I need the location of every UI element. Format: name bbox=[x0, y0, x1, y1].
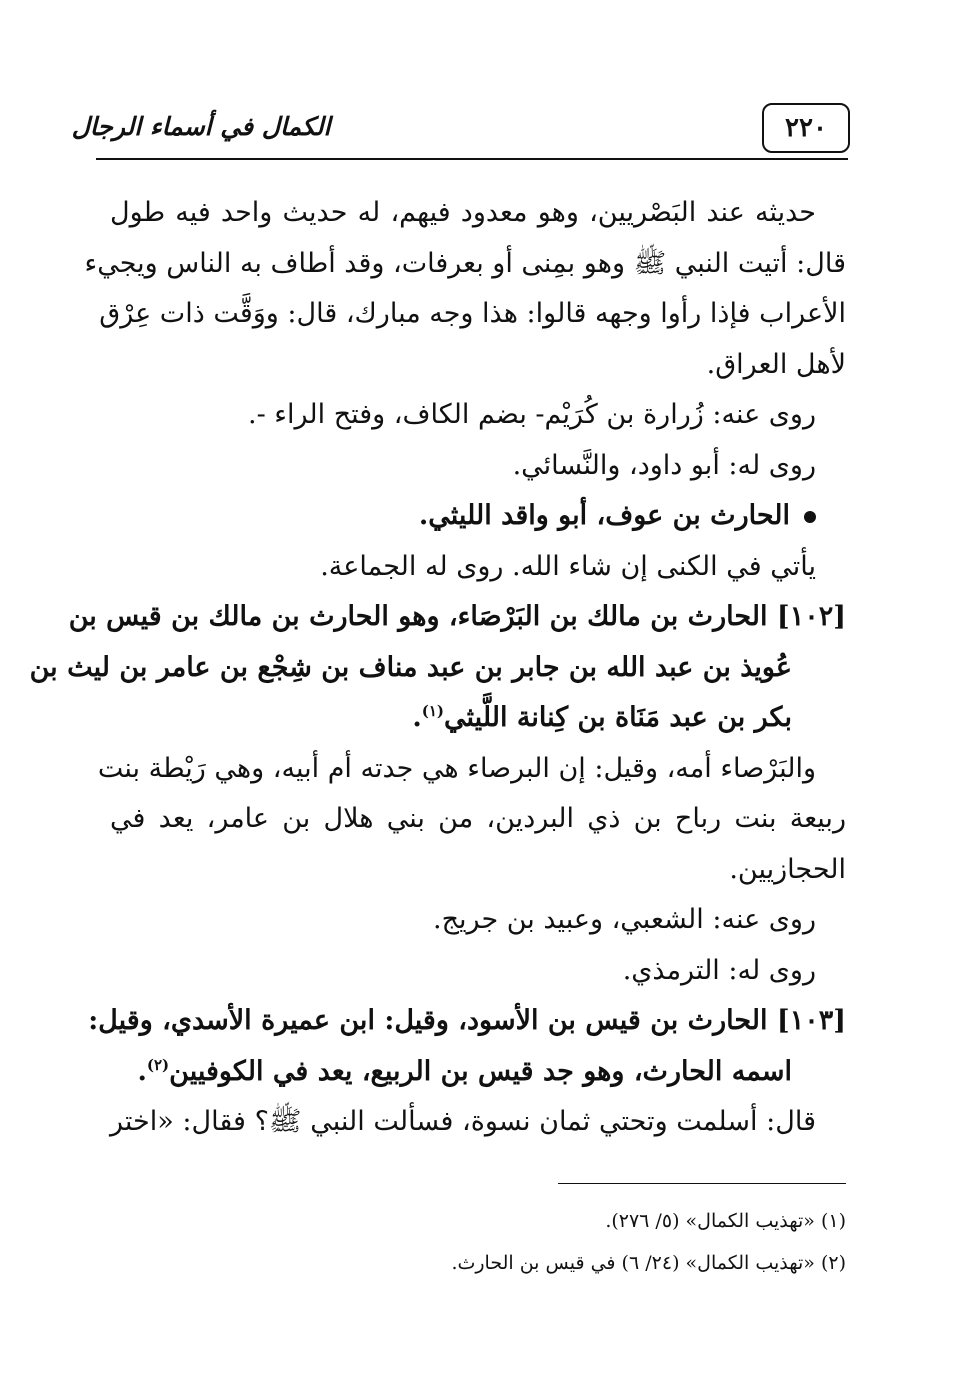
footnote-reference[interactable]: (٢) bbox=[146, 1055, 170, 1074]
page-number: ٢٢٠ bbox=[762, 103, 850, 153]
text-line bbox=[29, 643, 846, 694]
text-line bbox=[110, 794, 846, 845]
line-text: قال: أسلمت وتحتي ثمان نسوة، فسألت النبي ﷺ؟ فقال: «اختر bbox=[110, 1106, 816, 1137]
line-text: اسمه الحارث، وهو جد قيس بن الربيع، يعد في الكوفيين bbox=[169, 1055, 792, 1087]
text-line bbox=[88, 996, 846, 1047]
line-text: [١٠٣] الحارث بن قيس بن الأسود، وقيل: ابن عميرة الأسدي، وقيل: bbox=[88, 1005, 846, 1036]
footnotes bbox=[110, 1200, 846, 1284]
main-text bbox=[29, 188, 846, 1148]
line-text: والبَرْصاء أمه، وقيل: إن البرصاء هي جدته أم أبيه، وهي رَيْطة بنت bbox=[97, 752, 816, 784]
text-line bbox=[110, 491, 846, 542]
text-line bbox=[68, 592, 846, 643]
text-line bbox=[84, 239, 846, 290]
footnote: (١) «تهذيب الكمال» (٥/ ٢٧٦). bbox=[605, 1210, 846, 1232]
line-text: بكر بن عبد مَنَاة بن كِنانة اللَّيثي bbox=[444, 702, 792, 733]
line-text: قال: أتيت النبي ﷺ وهو بمِنى أو بعرفات، وقد أطاف به الناس ويجيء bbox=[84, 247, 846, 279]
line-text: روى عنه: زُرارة بن كُرَيْم- بضم الكاف، وفتح الراء -. bbox=[248, 399, 816, 430]
text-line bbox=[110, 1047, 846, 1098]
line-tail: . bbox=[412, 702, 422, 733]
text-line bbox=[110, 895, 846, 946]
text-line bbox=[110, 845, 846, 896]
bullet-icon bbox=[804, 511, 816, 523]
footnote-reference[interactable]: (١) bbox=[421, 702, 445, 720]
line-text: الأعراب فإذا رأوا وجهه قالوا: هذا وجه مبارك، قال: ووَقَّت ذات عِرْق bbox=[99, 298, 846, 329]
text-line bbox=[97, 744, 846, 795]
text-line bbox=[110, 1097, 846, 1148]
text-line bbox=[110, 390, 846, 441]
line-text: لأهل العراق. bbox=[706, 348, 846, 380]
line-text: [١٠٢] الحارث بن مالك بن البَرْصَاء، وهو الحارث بن مالك بن قيس بن bbox=[68, 601, 846, 632]
text-line bbox=[110, 946, 846, 997]
line-tail: . bbox=[137, 1055, 147, 1087]
text-line bbox=[110, 441, 846, 492]
header-rule bbox=[96, 158, 848, 160]
line-text: روى له: الترمذي. bbox=[622, 954, 816, 986]
running-title: الكمال في أسماء الرجال bbox=[71, 111, 331, 141]
text-line bbox=[110, 542, 846, 593]
line-text: الحجازيين. bbox=[729, 853, 846, 885]
text-line bbox=[110, 340, 846, 391]
line-text: يأتي في الكنى إن شاء الله. روى له الجماعة. bbox=[320, 550, 816, 582]
line-text: حديثه عند البَصْريين، وهو معدود فيهم، له حديث واحد فيه طول bbox=[110, 197, 816, 228]
line-text: الحارث بن عوف، أبو واقد الليثي. bbox=[418, 500, 790, 531]
text-line bbox=[110, 188, 846, 239]
line-text: روى عنه: الشعبي، وعبيد بن جريج. bbox=[433, 904, 816, 935]
line-text: عُويذ بن عبد الله بن جابر بن عبد مناف بن شِجْع بن عامر بن ليث بن bbox=[29, 651, 792, 683]
footnote-separator bbox=[558, 1183, 846, 1184]
footnote: (٢) «تهذيب الكمال» (٢٤/ ٦) في قيس بن الحارث. bbox=[451, 1252, 846, 1274]
text-line bbox=[110, 693, 846, 744]
text-line bbox=[99, 289, 846, 340]
line-text: ربيعة بنت رباح بن ذي البردين، من بني هلال بن عامر، يعد في bbox=[110, 803, 846, 834]
line-text: روى له: أبو داود، والنَّسائي. bbox=[512, 449, 816, 481]
